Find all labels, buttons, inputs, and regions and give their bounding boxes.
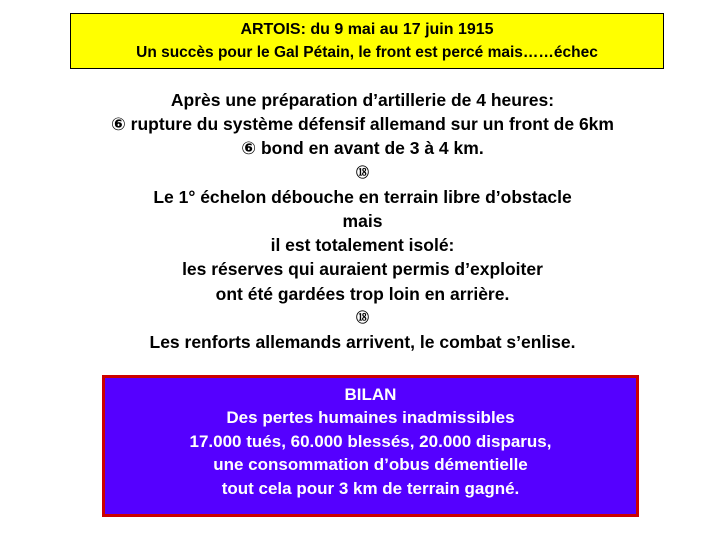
body-text — [40, 88, 685, 354]
arrow-symbol: ⑱ — [355, 309, 369, 325]
body-line: ⑥ bond en avant de 3 à 4 km. — [241, 138, 484, 159]
bilan-box — [102, 375, 639, 517]
body-line: ont été gardées trop loin en arrière. — [215, 283, 510, 304]
body-line: il est totalement isolé: — [270, 235, 455, 256]
bilan-line: Des pertes humaines inadmissibles — [226, 408, 515, 428]
body-line: Le 1° échelon débouche en terrain libre d’obstacle — [153, 186, 572, 207]
body-line: ⑥ rupture du système défensif allemand sur un front de 6km — [111, 114, 614, 135]
bilan-line: tout cela pour 3 km de terrain gagné. — [221, 478, 520, 498]
body-line: mais — [342, 211, 383, 232]
arrow-symbol: ⑱ — [355, 164, 369, 180]
body-line: Les renforts allemands arrivent, le combat s’enlise. — [149, 332, 576, 353]
body-line: les réserves qui auraient permis d’exploiter — [182, 259, 543, 280]
bilan-line: 17.000 tués, 60.000 blessés, 20.000 disparus, — [189, 431, 552, 451]
bilan-line: une consommation d’obus démentielle — [213, 455, 528, 475]
slide-subtitle: Un succès pour le Gal Pétain, le front est percé mais……échec — [136, 44, 598, 61]
slide-title: ARTOIS: du 9 mai au 17 juin 1915 — [240, 21, 494, 38]
title-box — [70, 13, 664, 69]
bilan-heading: BILAN — [344, 385, 397, 404]
body-line: Après une préparation d’artillerie de 4 heures: — [170, 90, 555, 110]
